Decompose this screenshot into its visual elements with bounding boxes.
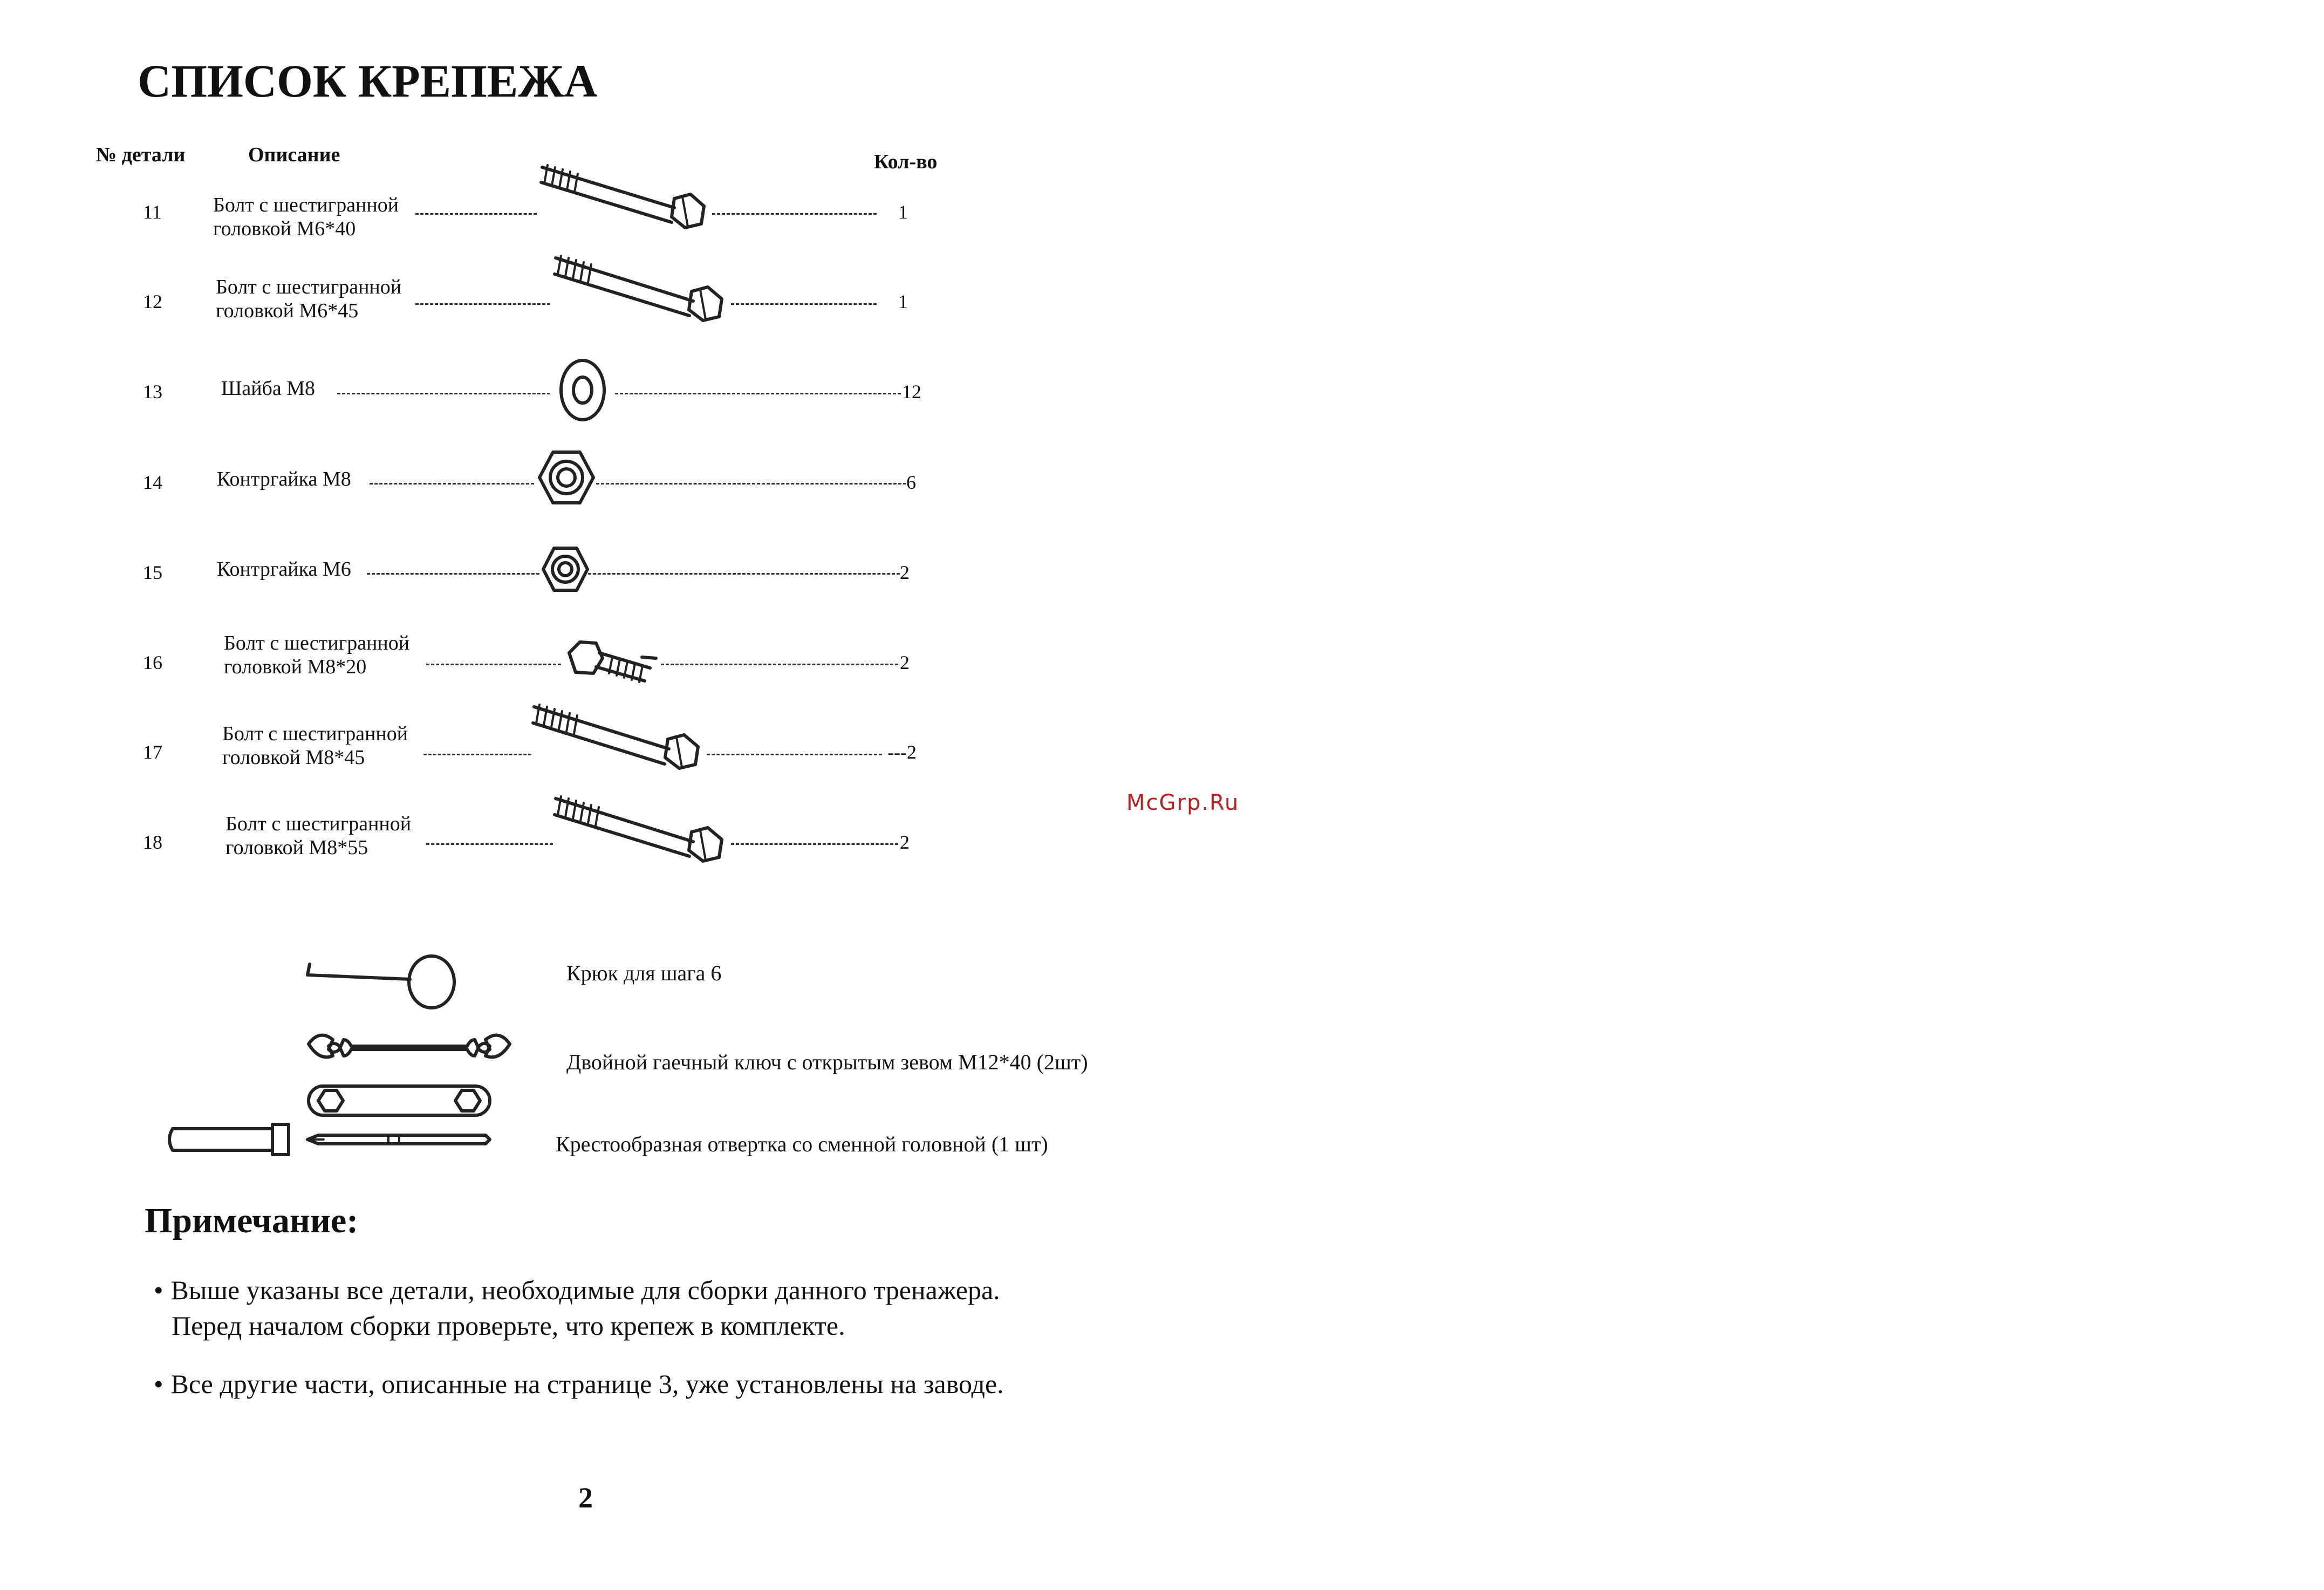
leader-line: [661, 664, 898, 665]
washer-icon: [556, 356, 610, 426]
header-part-no: № детали: [96, 144, 186, 166]
part-description: Контргайка М6: [217, 558, 351, 581]
part-description: Болт с шестигранной головкой М6*40: [213, 194, 399, 240]
part-number: 12: [143, 291, 162, 312]
part-qty: 12: [902, 381, 921, 402]
lock-nut-icon: [537, 448, 596, 507]
part-description: Болт с шестигранной головкой М8*55: [225, 813, 412, 859]
header-description: Описание: [248, 144, 340, 166]
page-number: 2: [578, 1482, 593, 1514]
part-number: 18: [143, 831, 162, 853]
part-number: 16: [143, 652, 162, 673]
leader-line: [370, 483, 534, 484]
hook-icon: [302, 952, 464, 1012]
part-description: Болт с шестигранной головкой М8*45: [222, 722, 408, 769]
part-description: Контргайка М8: [217, 468, 351, 490]
note-item: • Все другие части, описанные на странице 3, уже установлены на заводе.: [154, 1369, 1004, 1399]
bolt-icon: [537, 156, 715, 243]
leader-line: [367, 573, 539, 575]
part-description: Болт с шестигранной головкой М6*45: [216, 276, 402, 322]
leader-line: [415, 213, 537, 215]
leader-line: [426, 664, 561, 665]
note-item-continuation: Перед началом сборки проверьте, что крепеж в комплекте.: [172, 1311, 845, 1341]
screwdriver-icon: [162, 1117, 496, 1160]
note-title: Примечание:: [145, 1201, 359, 1240]
leader-line: [337, 393, 550, 394]
tool-label-screwdriver: Крестообразная отвертка со сменной головной (1 шт): [556, 1132, 1048, 1156]
bolt-icon: [550, 247, 734, 333]
wrench-icon: [302, 1028, 496, 1125]
leader-line: [588, 573, 900, 575]
leader-line: [423, 754, 531, 755]
leader-line: [712, 213, 877, 215]
part-qty: 2: [900, 652, 910, 673]
leader-line: [731, 303, 877, 305]
part-qty: 2: [900, 831, 910, 853]
part-qty: 2: [900, 562, 910, 583]
header-qty: Кол-во: [874, 151, 938, 173]
part-qty: 1: [898, 201, 908, 223]
note-item: • Выше указаны все детали, необходимые для сборки данного тренажера.: [154, 1275, 1000, 1305]
part-number: 14: [143, 472, 162, 493]
leader-line: [415, 303, 550, 305]
bolt-icon: [529, 696, 707, 782]
part-number: 17: [143, 741, 162, 763]
lock-nut-icon: [541, 545, 590, 593]
part-qty: 1: [898, 291, 908, 312]
part-qty: ---2: [887, 741, 917, 763]
leader-line: [426, 843, 553, 845]
leader-line: [596, 483, 906, 484]
leader-line: [707, 754, 882, 755]
part-number: 13: [143, 381, 162, 402]
tool-label-hook: Крюк для шага 6: [566, 961, 722, 985]
watermark: McGrp.Ru: [1126, 790, 1240, 815]
part-description: Болт с шестигранной головкой М8*20: [224, 632, 410, 678]
page-title: СПИСОК КРЕПЕЖА: [138, 55, 598, 107]
part-description: Шайба М8: [221, 377, 316, 400]
part-number: 11: [143, 201, 162, 223]
leader-line: [615, 393, 901, 394]
mark-icon: [641, 655, 657, 661]
leader-line: [731, 843, 898, 845]
part-qty: 6: [906, 472, 916, 493]
bolt-icon: [550, 788, 734, 874]
tool-label-wrench: Двойной гаечный ключ с открытым зевом М12*40 (2шт): [566, 1050, 1088, 1074]
part-number: 15: [143, 562, 162, 583]
